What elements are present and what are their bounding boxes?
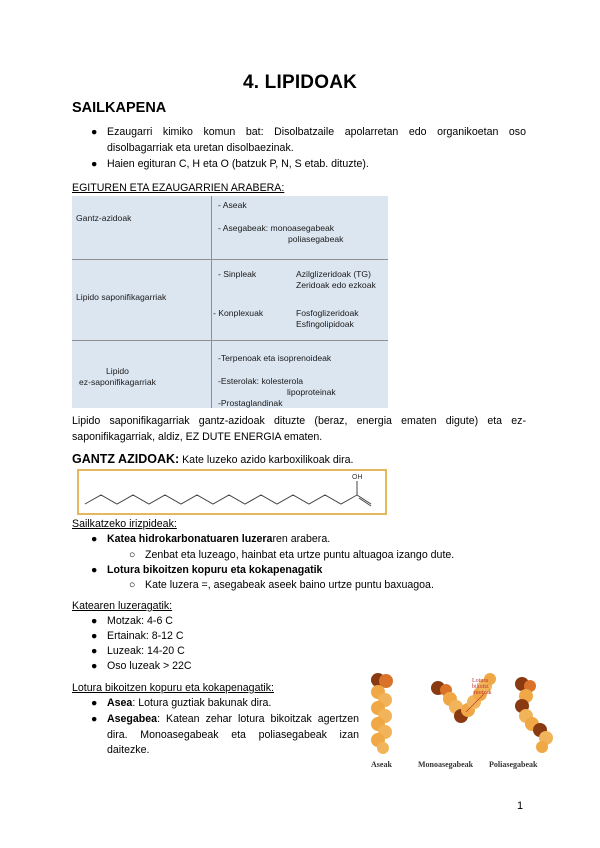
bullet-dot: ● [91, 564, 98, 576]
table-divider [211, 196, 212, 408]
oh-label: OH [352, 474, 363, 481]
criteria-heading: Sailkatzeko irizpideak: [72, 518, 177, 530]
space-filling-models [366, 672, 556, 756]
table-heading: EGITUREN ETA EZAUGARRIEN ARABERA: [72, 182, 285, 194]
bullet-dot: ● [91, 615, 98, 627]
gantz-text: Kate luzeko azido karboxilikoak dira. [179, 454, 354, 466]
row-label: Lipido saponifikagarriak [76, 292, 167, 302]
length-item [91, 644, 185, 660]
bullet-dot: ● [91, 158, 98, 170]
criteria-sub-text: Zenbat eta luzeago, hainbat eta urtze puntu altuagoa izango dute. [145, 549, 455, 561]
row-label: ez-saponifikagarriak [79, 377, 156, 387]
bullet-dot: ● [91, 645, 98, 657]
table-divider [72, 340, 388, 341]
table-divider [72, 259, 388, 260]
table-cell: - Asegabeak: monoasegabeak [218, 223, 335, 233]
length-text: Motzak: 4-6 C [107, 615, 173, 627]
table-cell: - Konplexuak [213, 308, 264, 318]
criteria-subitem [129, 548, 526, 564]
classification-table [72, 196, 388, 408]
gantz-heading: GANTZ AZIDOAK: [72, 452, 180, 466]
row-label: Lipido [106, 366, 129, 376]
length-heading: Katearen luzeragatik: [72, 600, 173, 612]
annotation-label: motzak [474, 690, 492, 696]
annotation-label: bikoitz [472, 684, 489, 690]
table-cell: -Terpenoak eta isoprenoideak [218, 353, 332, 363]
length-text: Oso luzeak > 22C [107, 660, 192, 672]
length-item [91, 659, 192, 675]
double-bond-item [91, 712, 359, 759]
item-rest: : Katean zehar lotura bikoitzak agertzen dira. Monoasegabeak eta poliasegabeak izan daitezke. [107, 713, 359, 756]
gantz-azidoak-line [72, 452, 353, 466]
table-cell: Azilglizeridoak (TG) [296, 269, 371, 279]
item-bold: Asegabea [107, 713, 158, 725]
figure-label-poly: Poliasegabeak [489, 760, 538, 769]
criteria-item [91, 563, 526, 579]
annotation-label: Lotura [472, 678, 488, 684]
table-cell: -Prostaglandinak [218, 398, 283, 408]
table-cell: poliasegabeak [288, 234, 344, 244]
sub-bullet-dot: ○ [129, 579, 136, 591]
zigzag-chain-diagram [79, 471, 385, 513]
criteria-bold: Katea hidrokarbonatuaren luzera [107, 533, 273, 545]
fatty-acid-models-figure [366, 672, 556, 772]
criteria-bold: Lotura bikoitzen kopuru eta kokapenagatik [107, 564, 323, 576]
saponification-note: Lipido saponifikagarriak gantz-azidoak dituzte (beraz, energia ematen digute) eta ez-saponifikagarriak, aldiz, EZ DUTE ENERGIA ematen. [72, 415, 526, 443]
figure-label-mono: Monoasegabeak [418, 760, 474, 769]
page-title: 4. LIPIDOAK [242, 72, 358, 93]
section-heading: SAILKAPENA [72, 100, 167, 116]
carbonyl-bond [357, 495, 371, 504]
intro-bullet [91, 125, 526, 156]
table-cell: Fosfoglizeridoak [296, 308, 359, 318]
row-label: Gantz-azidoak [76, 213, 132, 223]
carbonyl-double-bond [359, 498, 371, 506]
saturated-model [371, 673, 393, 754]
bullet-text: Ezaugarri kimiko komun bat: Disolbatzaile apolarretan edo organikoetan oso disolbagarriak eta uretan disolbaezinak. [107, 126, 526, 154]
length-item [91, 614, 173, 630]
table-cell: - Sinpleak [218, 269, 257, 279]
bullet-text: Haien egituran C, H eta O (batzuk P, N, S etab. dituzte). [107, 158, 369, 170]
bullet-dot: ● [91, 713, 98, 725]
table-cell: Zeridoak edo ezkoak [296, 280, 376, 290]
intro-bullet [91, 157, 526, 173]
sub-bullet-dot: ○ [129, 549, 136, 561]
item-rest: : Lotura guztiak bakunak dira. [132, 697, 272, 709]
criteria-item [91, 532, 526, 548]
criteria-sub-text: Kate luzera =, asegabeak aseek baino urtze puntu baxuagoa. [145, 579, 434, 591]
bullet-dot: ● [91, 126, 98, 138]
double-bond-heading: Lotura bikoitzen kopuru eta kokapenagatik: [72, 682, 275, 694]
length-text: Ertainak: 8-12 C [107, 630, 184, 642]
bullet-dot: ● [91, 630, 98, 642]
figure-label-saturated: Aseak [371, 760, 392, 769]
table-cell: Esfingolipidoak [296, 319, 354, 329]
double-bond-item [91, 696, 359, 712]
table-cell: lipoproteinak [287, 387, 336, 397]
bullet-dot: ● [91, 660, 98, 672]
page-number: 1 [517, 800, 524, 812]
length-text: Luzeak: 14-20 C [107, 645, 185, 657]
criteria-rest: ren arabera. [272, 533, 331, 545]
bullet-dot: ● [91, 533, 98, 545]
table-cell: -Esterolak: kolesterola [218, 376, 304, 386]
table-cell: - Aseak [218, 200, 247, 210]
criteria-subitem [129, 578, 526, 594]
bullet-dot: ● [91, 697, 98, 709]
polyunsaturated-model [515, 677, 553, 753]
carbon-chain [85, 495, 357, 504]
length-item [91, 629, 184, 645]
fatty-acid-structure [77, 469, 387, 515]
item-bold: Asea [107, 697, 133, 709]
